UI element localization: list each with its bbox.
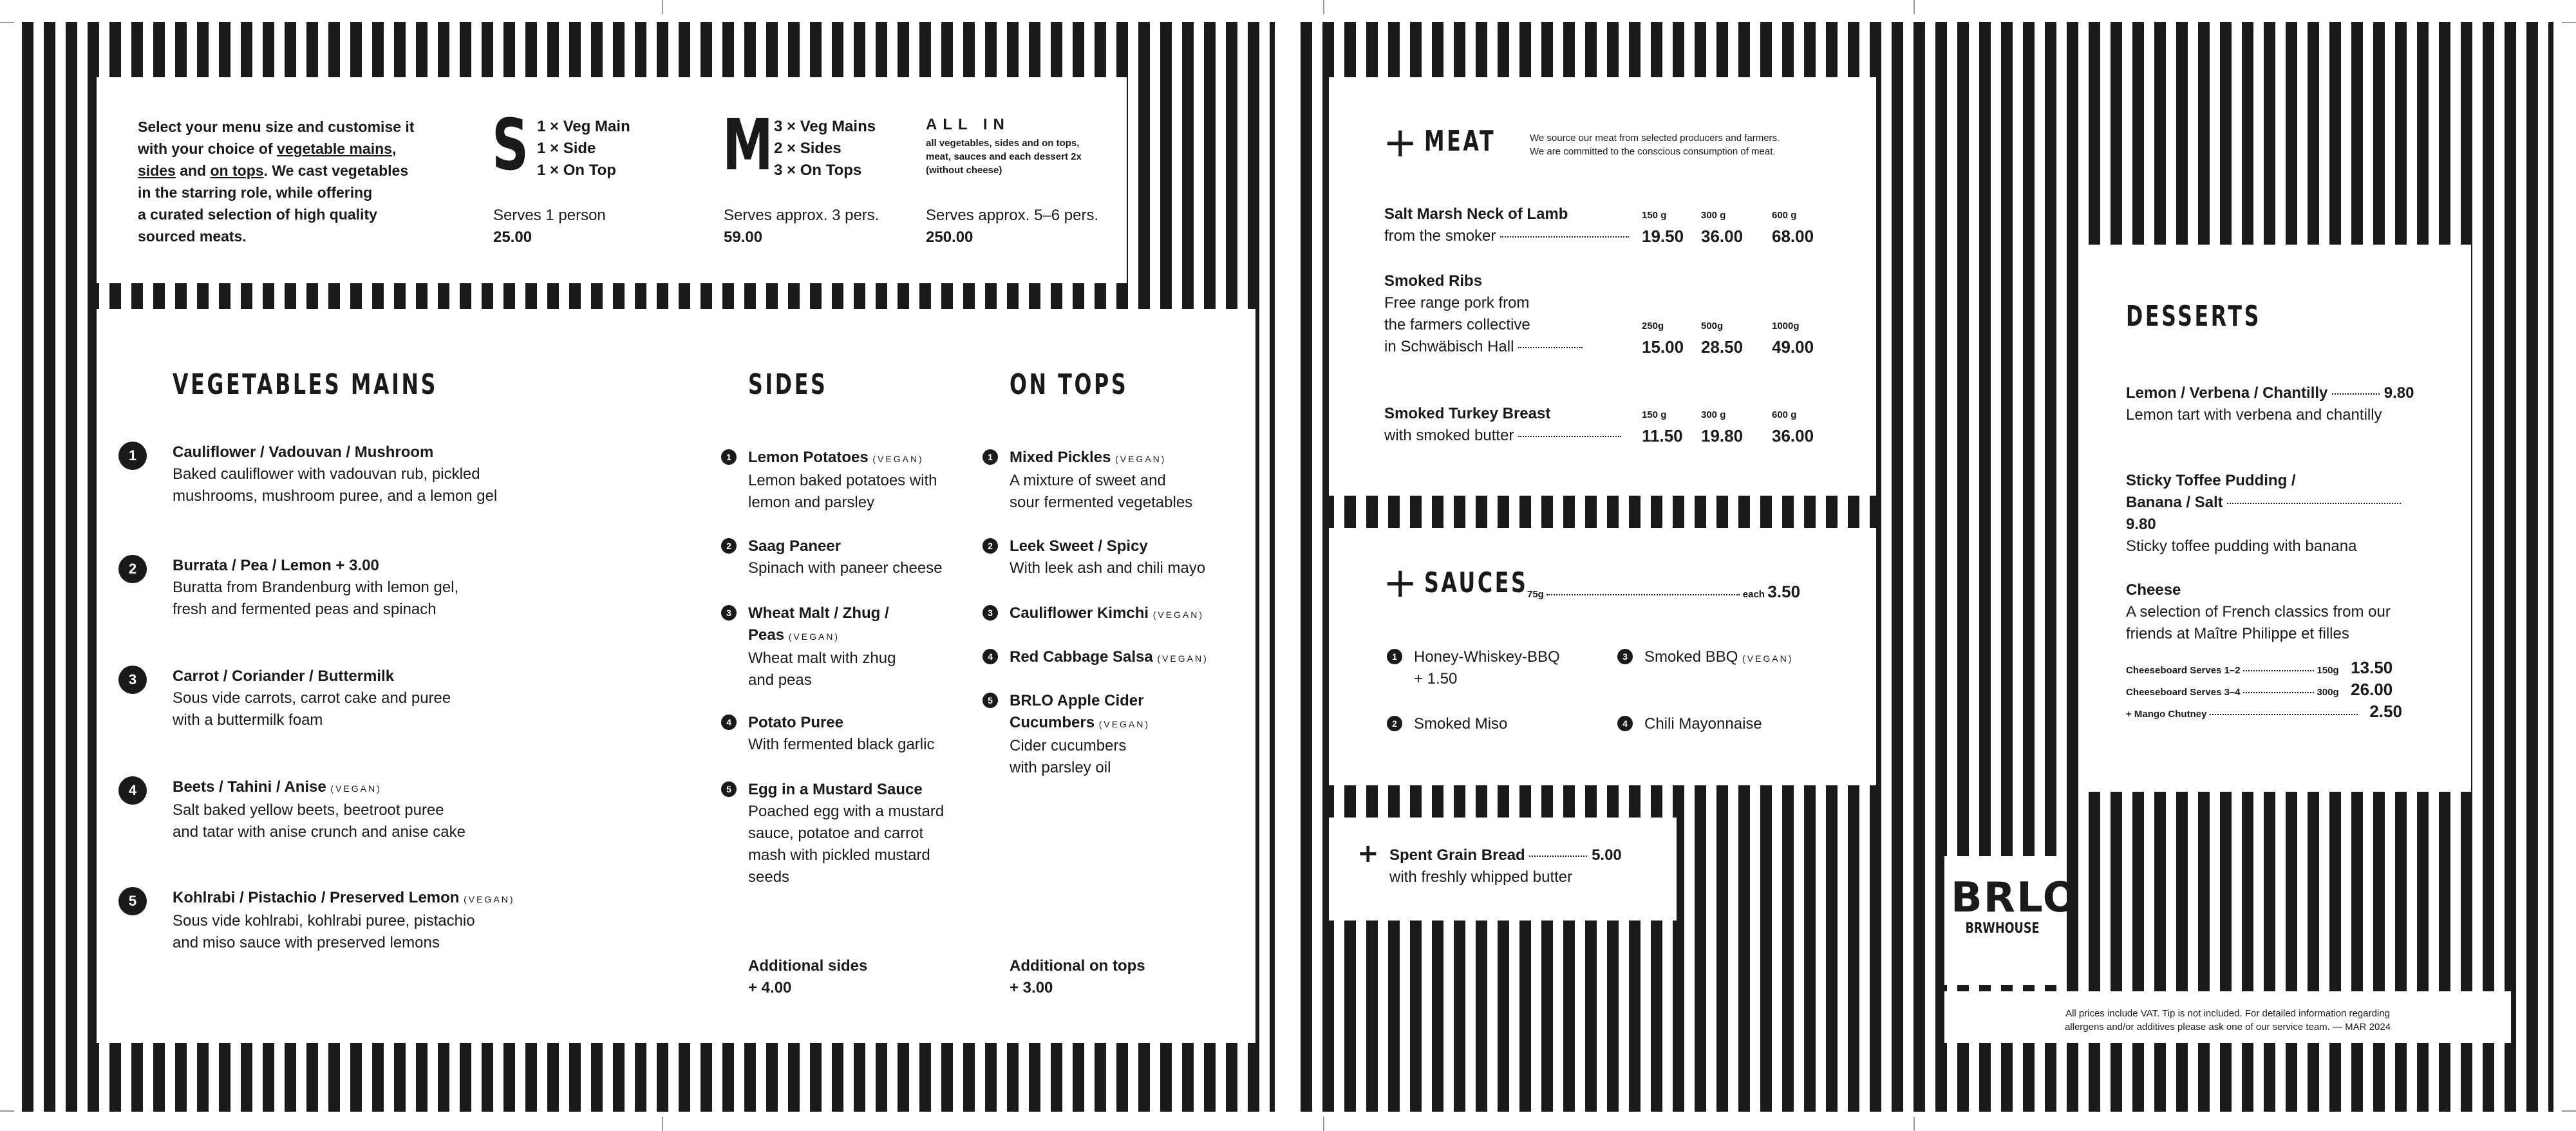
side-number-badge: 3 [721, 605, 737, 621]
cheese-row: + Mango Chutney 2.50 [2126, 702, 2402, 721]
dessert-cheese: Cheese A selection of French classics from our friends at Maître Philippe et filles Cheeseboard Serves 1–2 150g 13.50 Cheeseboard Serves 3–4 300g 26.00 + Mango Chutney 2.50 [2126, 579, 2448, 722]
cheese-row: Cheeseboard Serves 1–2 150g 13.50 [2126, 658, 2393, 677]
desserts-heading: DESSERTS [2126, 300, 2261, 333]
size-allin-title: ALL IN [926, 116, 1010, 133]
veg-number-badge: 2 [118, 555, 147, 583]
trim-mark [2562, 1110, 2576, 1112]
ontop-number-badge: 4 [982, 649, 998, 664]
sauces-plus-icon: + [1383, 559, 1418, 607]
veg-mains-heading: VEGETABLES MAINS [173, 368, 438, 401]
trim-mark [662, 1117, 663, 1131]
sauces-heading: SAUCES [1424, 566, 1528, 599]
footer-note: All prices include VAT. Tip is not included. For detailed information regarding allergens and/or additives please ask one of our service team. — MAR 2024 [2064, 1008, 2391, 1033]
size-s-price: 25.00 [493, 229, 532, 246]
trim-mark [1913, 1117, 1915, 1131]
bread-item: Spent Grain Bread 5.00 with freshly whipped butter [1389, 846, 1622, 886]
intro-text: Select your menu size and customise it with your choice of vegetable mains, sides and on tops. We cast vegetables in the starring role, while offering a curated selection of high quality sourced meats. [138, 118, 415, 245]
sauce-number-badge: 1 [1387, 649, 1402, 664]
side-number-badge: 4 [721, 715, 737, 730]
sides-heading: SIDES [748, 368, 828, 401]
meat-heading: MEAT [1424, 125, 1496, 158]
trim-mark [1323, 0, 1324, 14]
sauce-number-badge: 4 [1617, 716, 1633, 731]
size-m-contents: 3 × Veg Mains 2 × Sides 3 × On Tops [774, 118, 876, 179]
trim-mark [0, 1110, 14, 1112]
size-s-serves: Serves 1 person 25.00 [493, 205, 606, 248]
size-s-contents: 1 × Veg Main 1 × Side 1 × On Top [537, 118, 630, 179]
link-sides[interactable]: sides [138, 162, 176, 179]
ontop-number-badge: 3 [982, 605, 998, 621]
cheese-row: Cheeseboard Serves 3–4 300g 26.00 [2126, 680, 2393, 699]
bread-plus-icon: + [1357, 839, 1379, 868]
meat-note: We source our meat from selected producers and farmers. We are committed to the conscious consumption of meat. [1530, 133, 1780, 157]
veg-number-badge: 4 [118, 776, 147, 805]
link-on-tops[interactable]: on tops [210, 162, 264, 179]
veg-number-badge: 1 [118, 442, 147, 470]
size-s-letter: S [492, 104, 529, 186]
size-allin-price: 250.00 [926, 229, 973, 246]
dessert-item-2: Sticky Toffee Pudding / Banana / Salt 9.80 Sticky toffee pudding with banana [2126, 470, 2435, 557]
dessert-item-1: Lemon / Verbena / Chantilly 9.80 Lemon tart with verbena and chantilly [2126, 384, 2414, 424]
meat-item-2: Smoked Ribs Free range pork from the farmers collective in Schwäbisch Hall 250g 500g 1000g 15.00 28.50 49.00 [1384, 272, 1814, 357]
side-number-badge: 2 [721, 538, 737, 554]
link-vegetable-mains[interactable]: vegetable mains [276, 140, 392, 157]
side-number-badge: 5 [721, 781, 737, 797]
size-m-letter: M [722, 104, 773, 186]
sauce-number-badge: 2 [1387, 716, 1402, 731]
meat-item-1: Salt Marsh Neck of Lamb from the smoker 150 g 300 g 600 g 19.50 36.00 68.00 [1384, 205, 1814, 246]
brewery-logo: BRLO BRWHOUSE [1951, 874, 2079, 937]
ontop-number-badge: 1 [982, 449, 998, 465]
size-allin-contents: all vegetables, sides and on tops, meat, sauces and each dessert 2x (without cheese) [926, 138, 1082, 176]
trim-mark [0, 22, 14, 23]
ontops-heading: ON TOPS [1010, 368, 1129, 401]
side-number-badge: 1 [721, 449, 737, 465]
meat-item-3: Smoked Turkey Breast with smoked butter 150 g 300 g 600 g 11.50 19.80 36.00 [1384, 405, 1814, 445]
trim-mark [662, 0, 663, 14]
meat-plus-icon: + [1383, 119, 1418, 167]
size-allin-serves: Serves approx. 5–6 pers. 250.00 [926, 205, 1098, 248]
sauces-price-line: 75g each 3.50 [1527, 582, 1801, 601]
sauce-number-badge: 3 [1617, 649, 1633, 664]
size-m-serves: Serves approx. 3 pers. 59.00 [724, 205, 879, 248]
veg-number-badge: 3 [118, 666, 147, 694]
size-m-price: 59.00 [724, 229, 763, 246]
trim-mark [2562, 22, 2576, 23]
additional-sides: Additional sides + 4.00 [748, 957, 868, 996]
ontop-number-badge: 5 [982, 693, 998, 708]
additional-on-tops: Additional on tops + 3.00 [1010, 957, 1145, 996]
veg-number-badge: 5 [118, 887, 147, 915]
trim-mark [1913, 0, 1915, 14]
fold-gap [1275, 22, 1301, 1112]
trim-mark [1323, 1117, 1324, 1131]
ontop-number-badge: 2 [982, 538, 998, 554]
